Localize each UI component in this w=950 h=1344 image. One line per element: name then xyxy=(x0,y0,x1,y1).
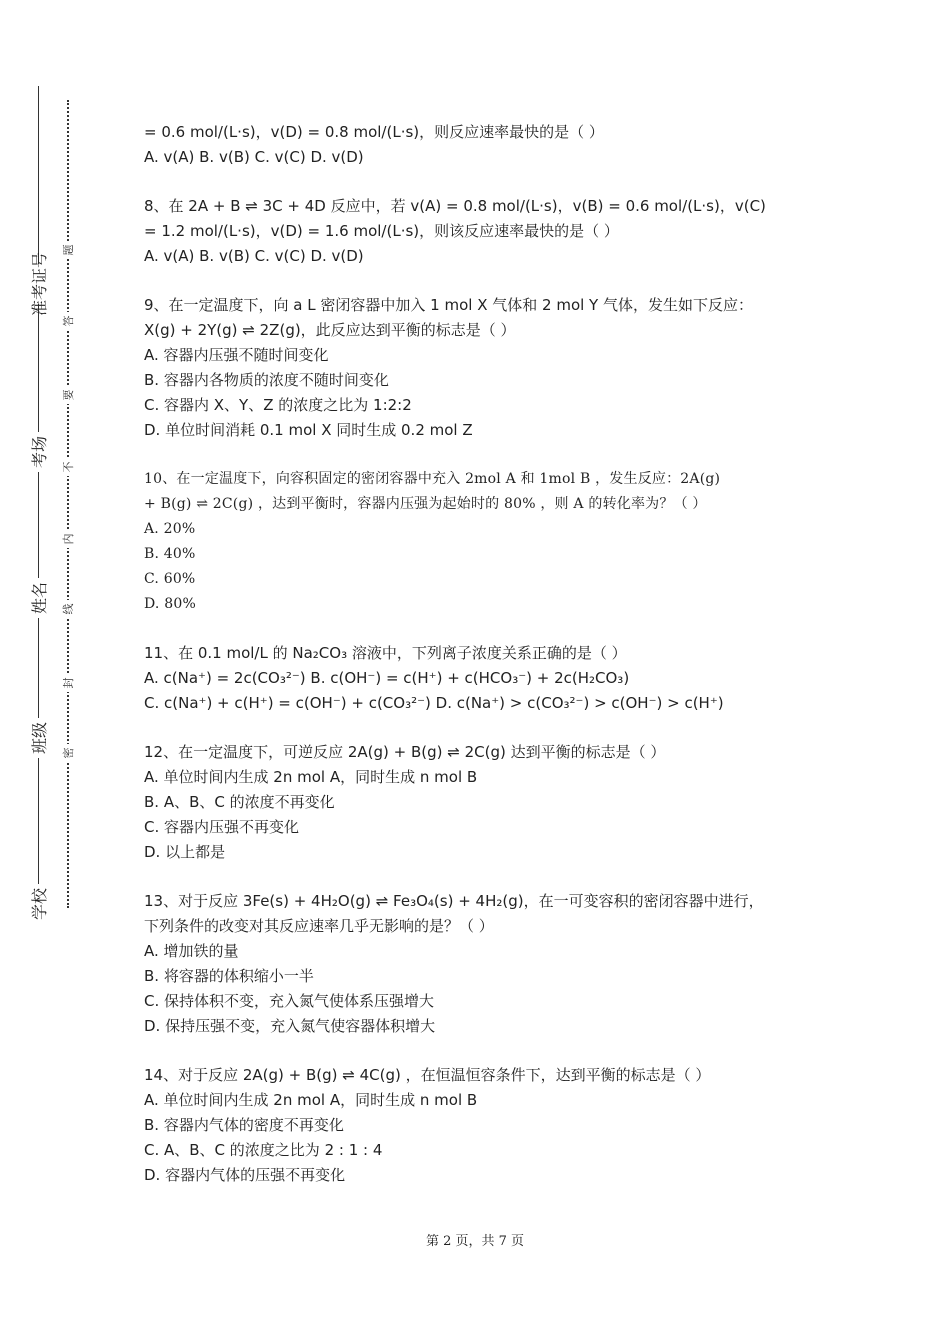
question-line: = 0.6 mol/(L·s)，v(D) = 0.8 mol/(L·s)，则反应速率最快的是（ ） xyxy=(144,123,604,141)
question-stem: 8、在 2A + B ⇌ 3C + 4D 反应中，若 v(A) = 0.8 mol/(L·s)，v(B) = 0.6 mol/(L·s)，v(C) xyxy=(144,197,766,215)
option-b: B. 40% xyxy=(144,546,196,562)
option-a: A. 20% xyxy=(144,521,196,537)
option-d: D. 单位时间消耗 0.1 mol X 同时生成 0.2 mol Z xyxy=(144,421,473,439)
question-stem: 14、对于反应 2A(g) + B(g) ⇌ 4C(g) ，在恒温恒容条件下，达到平衡的标志是（ ） xyxy=(144,1066,711,1084)
page-number: 第 2 页，共 7 页 xyxy=(425,1234,525,1249)
question-stem: 10、在一定温度下，向容积固定的密闭容器中充入 2mol A 和 1mol B ，发生反应：2A(g) xyxy=(144,471,721,487)
question-options: A. v(A) B. v(B) C. v(C) D. v(D) xyxy=(144,247,364,265)
dotted-char: 题 xyxy=(59,241,77,259)
dotted-char: 密 xyxy=(59,744,77,762)
option-c: C. 保持体积不变，充入氮气使体系压强增大 xyxy=(144,992,435,1010)
question-stem: 9、在一定温度下，向 a L 密闭容器中加入 1 mol X 气体和 2 mol Y 气体，发生如下反应： xyxy=(144,296,753,314)
question-content xyxy=(144,120,814,1212)
margin-label-exam-room: 考场 xyxy=(18,432,58,472)
dotted-char: 不 xyxy=(59,458,77,476)
dotted-char: 答 xyxy=(59,312,77,330)
option-a: A. 增加铁的量 xyxy=(144,942,239,960)
margin-label-exam-id: 准考证号 xyxy=(18,264,58,304)
option-d: D. 保持压强不变，充入氮气使容器体积增大 xyxy=(144,1017,436,1035)
question-stem: 11、在 0.1 mol/L 的 Na₂CO₃ 溶液中，下列离子浓度关系正确的是（ ） xyxy=(144,644,627,662)
option-b: B. 将容器的体积缩小一半 xyxy=(144,967,314,985)
option-b: B. A、B、C 的浓度不再变化 xyxy=(144,793,335,811)
option-d: D. 以上都是 xyxy=(144,843,226,861)
option-a: A. 容器内压强不随时间变化 xyxy=(144,346,329,364)
question-stem: = 1.2 mol/(L·s)，v(D) = 1.6 mol/(L·s)，则该反应速率最快的是（ ） xyxy=(144,222,619,240)
question-stem: X(g) + 2Y(g) ⇌ 2Z(g)，此反应达到平衡的标志是（ ） xyxy=(144,321,516,339)
question-9 xyxy=(144,293,814,443)
question-stem: 下列条件的改变对其反应速率几乎无影响的是？（ ） xyxy=(144,917,494,935)
question-stem: + B(g) ⇌ 2C(g) ，达到平衡时，容器内压强为起始时的 80% ，则 A 的转化率为？（ ） xyxy=(144,496,707,512)
options-ab: A. c(Na⁺) = 2c(CO₃²⁻) B. c(OH⁻) = c(H⁺) + c(HCO₃⁻) + 2c(H₂CO₃) xyxy=(144,669,630,687)
options-cd: C. c(Na⁺) + c(H⁺) = c(OH⁻) + c(CO₃²⁻) D. c(Na⁺) > c(CO₃²⁻) > c(OH⁻) > c(H⁺) xyxy=(144,694,724,712)
question-8 xyxy=(144,194,814,269)
question-7-continued xyxy=(144,120,814,170)
question-10 xyxy=(144,467,814,617)
option-d: D. 80% xyxy=(144,596,196,612)
option-a: A. 单位时间内生成 2n mol A，同时生成 n mol B xyxy=(144,1091,478,1109)
option-b: B. 容器内各物质的浓度不随时间变化 xyxy=(144,371,389,389)
margin-label-class: 班级 xyxy=(18,718,58,758)
binding-dotted-line xyxy=(67,100,69,908)
dotted-char: 封 xyxy=(59,674,77,692)
question-12 xyxy=(144,740,814,865)
option-a: A. 单位时间内生成 2n mol A，同时生成 n mol B xyxy=(144,768,478,786)
dotted-char: 线 xyxy=(59,600,77,618)
option-c: C. 容器内 X、Y、Z 的浓度之比为 1:2:2 xyxy=(144,396,412,414)
binding-solid-line xyxy=(38,86,39,914)
question-stem: 12、在一定温度下，可逆反应 2A(g) + B(g) ⇌ 2C(g) 达到平衡的标志是（ ） xyxy=(144,743,666,761)
dotted-char: 要 xyxy=(59,386,77,404)
question-options: A. v(A) B. v(B) C. v(C) D. v(D) xyxy=(144,148,364,166)
dotted-char: 内 xyxy=(59,530,77,548)
option-b: B. 容器内气体的密度不再变化 xyxy=(144,1116,344,1134)
question-14 xyxy=(144,1063,814,1188)
option-c: C. 60% xyxy=(144,571,196,587)
question-stem: 13、对于反应 3Fe(s) + 4H₂O(g) ⇌ Fe₃O₄(s) + 4H₂(g)，在一可变容积的密闭容器中进行， xyxy=(144,892,764,910)
margin-label-school: 学校 xyxy=(18,884,58,924)
question-11 xyxy=(144,641,814,716)
option-d: D. 容器内气体的压强不再变化 xyxy=(144,1166,346,1184)
option-c: C. A、B、C 的浓度之比为 2 : 1 : 4 xyxy=(144,1141,383,1159)
question-13 xyxy=(144,889,814,1039)
margin-label-name: 姓名 xyxy=(18,578,58,618)
option-c: C. 容器内压强不再变化 xyxy=(144,818,300,836)
